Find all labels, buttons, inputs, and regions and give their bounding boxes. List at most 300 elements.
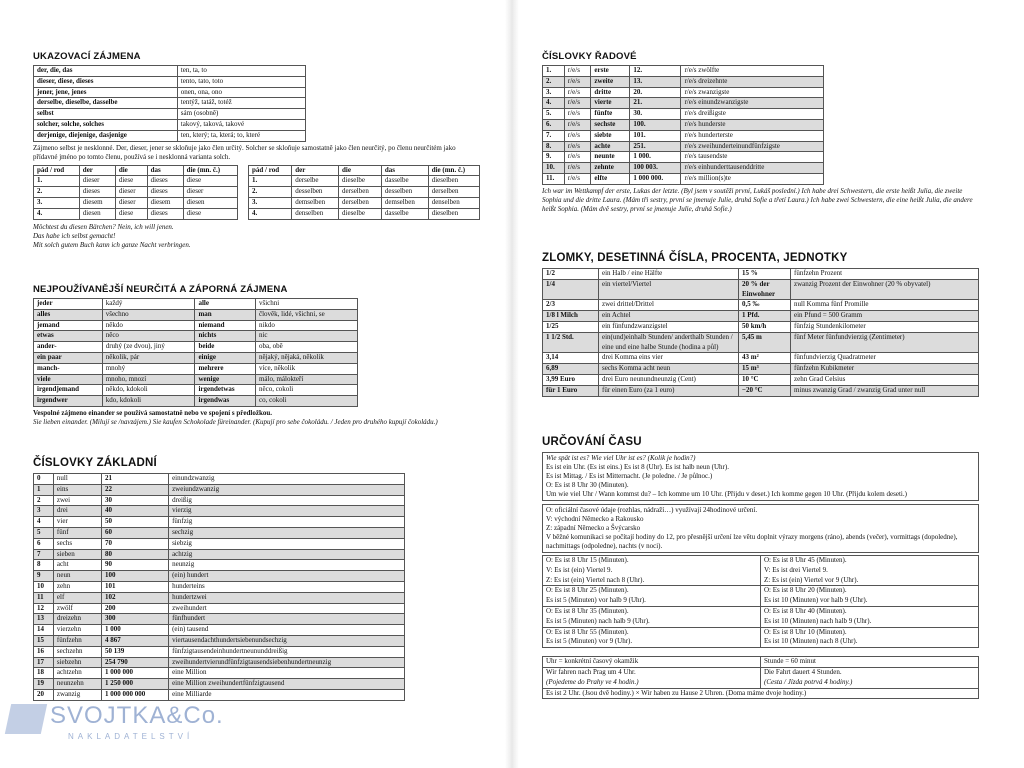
table-cell: etwas: [34, 331, 103, 342]
table-cell: mehrere: [195, 363, 256, 374]
table-cell: neunte: [591, 152, 630, 163]
table-cell: člověk, lidé, všichni, se: [255, 309, 357, 320]
table-cell: sieben: [53, 549, 101, 560]
table-row: [34, 495, 405, 506]
table-cell: irgendwer: [34, 396, 103, 407]
table-cell: dieses: [147, 208, 183, 219]
table-cell: 21: [101, 474, 168, 485]
table-cell: 1 000: [101, 625, 168, 636]
table-cell: dreizehn: [53, 614, 101, 625]
table-row: [34, 679, 405, 690]
table-cell: oba, obě: [255, 342, 357, 353]
table-cell: dieser: [79, 176, 115, 187]
table-cell: 6,89: [543, 364, 599, 375]
table-cell: 1 000 000 000: [101, 689, 168, 700]
table-row: [543, 269, 979, 280]
table-cell: 20.: [630, 87, 681, 98]
clock-line: Es ist 10 (Minuten) nach halb 9 (Uhr).: [764, 616, 872, 625]
table-row: [34, 352, 358, 363]
table-row: [543, 279, 979, 300]
table-row: [34, 517, 405, 528]
table-cell: diesem: [79, 197, 115, 208]
table-cell: 13.: [630, 76, 681, 87]
table-cell: neunzig: [169, 560, 405, 571]
table-cell: 14: [34, 625, 54, 636]
table-row: [543, 109, 824, 120]
table-cell: co, cokoli: [255, 396, 357, 407]
table-cell: zweiundzwanzig: [169, 484, 405, 495]
clock-line: O: Es ist 8 Uhr 10 (Minuten).: [764, 627, 847, 636]
table-row: [34, 668, 405, 679]
table-header-row: [34, 165, 238, 176]
time-questions-box: [542, 452, 979, 501]
table-cell: eine Million: [169, 668, 405, 679]
logo-name: SVOJTKA&Co.: [50, 702, 224, 729]
table-cell: r/e/s million(s)te: [681, 173, 824, 184]
section-title: NEJPOUŽÍVANĚJŠÍ NEURČITÁ A ZÁPORNÁ ZÁJMENA: [33, 284, 288, 295]
table-cell: zehn Grad Celsius: [791, 374, 979, 385]
table-cell: derselbe, dieselbe, dasselbe: [34, 98, 178, 109]
table-header-cell: das: [381, 165, 428, 176]
table-cell: ein paar: [34, 352, 103, 363]
table-cell: 3: [34, 506, 54, 517]
derselbe-declension-table: [248, 165, 480, 220]
clock-line: V: Es ist drei Viertel 9.: [764, 565, 828, 574]
table-cell: denselben: [292, 208, 339, 219]
table-cell: dieselbe: [339, 176, 382, 187]
table-cell: 4: [34, 517, 54, 528]
table-cell: 251.: [630, 141, 681, 152]
table-cell: zehn: [53, 581, 101, 592]
table-cell: 15: [34, 635, 54, 646]
table-cell: r/e/s: [564, 98, 591, 109]
table-cell: 4.: [543, 98, 565, 109]
table-cell: dieses: [79, 187, 115, 198]
table-cell: r/e/s hunderterste: [681, 130, 824, 141]
table-row: [34, 320, 358, 331]
table-cell: r/e/s tausendste: [681, 152, 824, 163]
table-cell: 80: [101, 549, 168, 560]
table-cell: niemand: [195, 320, 256, 331]
table-cell: 13: [34, 614, 54, 625]
table-cell: vierzehn: [53, 625, 101, 636]
table-cell: siebzehn: [53, 657, 101, 668]
table-row: [34, 560, 405, 571]
table-cell: sechzehn: [53, 646, 101, 657]
table-cell: viertausendachthundertsiebenundsechzig: [169, 635, 405, 646]
table-cell: 1 Pfd.: [739, 311, 791, 322]
table-header-cell: der: [79, 165, 115, 176]
table-row: [543, 173, 824, 184]
table-cell: 300: [101, 614, 168, 625]
table-row: [34, 331, 358, 342]
uhr-stunde-table: [542, 656, 979, 699]
table-cell: derselben: [339, 197, 382, 208]
table-cell: 2.: [249, 187, 292, 198]
table-cell: 0: [34, 474, 54, 485]
demonstrative-examples: [33, 223, 493, 250]
table-cell: achtzehn: [53, 668, 101, 679]
table-cell: 15 m³: [739, 364, 791, 375]
section-fractions-units: [542, 252, 1002, 397]
table-cell: diesen: [79, 208, 115, 219]
table-row: [34, 657, 405, 668]
table-row: [543, 300, 979, 311]
dieser-declension-table: [33, 165, 238, 220]
table-cell: tentýž, tatáž, totéž: [177, 98, 305, 109]
time-line: Wie spät ist es? Wie viel Uhr ist es? (Kolik je hodin?): [546, 454, 696, 462]
time-line: Es ist Mittag. / Es ist Mitternacht. (Je poledne. / Je půlnoc.): [546, 472, 713, 480]
table-cell: 100: [101, 571, 168, 582]
table-row: [34, 176, 238, 187]
table-cell: dieser: [115, 197, 147, 208]
table-cell: zwölf: [53, 603, 101, 614]
table-header-cell: die (mn. č.): [428, 165, 479, 176]
table-cell: 60: [101, 527, 168, 538]
section-telling-time: [542, 436, 1002, 699]
table-cell: 50 km/h: [739, 321, 791, 332]
table-cell: irgendjemand: [34, 385, 103, 396]
table-row: [34, 474, 405, 485]
table-cell: hundertzwei: [169, 592, 405, 603]
table-cell: druhý (ze dvou), jiný: [102, 342, 195, 353]
table-cell: 1: [34, 484, 54, 495]
table-cell: 16: [34, 646, 54, 657]
table-cell: elfte: [591, 173, 630, 184]
table-cell: 4.: [34, 208, 80, 219]
table-cell: ten, který; ta, která; to, které: [177, 130, 305, 141]
table-cell: dieses: [147, 187, 183, 198]
section-title: ČÍSLOVKY ZÁKLADNÍ: [33, 457, 157, 469]
table-row: [543, 76, 824, 87]
table-row: [34, 506, 405, 517]
table-cell: 30: [101, 495, 168, 506]
uhr-definition: Uhr = konkrétní časový okamžik: [543, 657, 761, 668]
table-cell: 8.: [543, 141, 565, 152]
time-line: Es ist ein Uhr. (Es ist eins.) Es ist 8 (Uhr). Es ist halb neun (Uhr).: [546, 463, 729, 471]
clock-example-cell: [543, 556, 761, 586]
table-cell: 9.: [543, 152, 565, 163]
table-cell: kdo, kdokoli: [102, 396, 195, 407]
table-cell: r/e/s einhunderttausenddritte: [681, 163, 824, 174]
example-line: Das habe ich selbst gemacht!: [33, 231, 116, 240]
table-cell: 1.: [249, 176, 292, 187]
table-cell: 3.: [249, 197, 292, 208]
table-cell: 9: [34, 571, 54, 582]
section-indefinite-pronouns: [33, 284, 493, 427]
table-cell: r/e/s dreißigste: [681, 109, 824, 120]
table-cell: 10.: [543, 163, 565, 174]
book-gutter: [505, 0, 519, 768]
clock-line: Es ist 5 (Minuten) vor 9 (Uhr).: [546, 637, 633, 646]
table-cell: alle: [195, 299, 256, 310]
table-cell: dritte: [591, 87, 630, 98]
table-row: [34, 299, 358, 310]
table-row: [543, 353, 979, 364]
table-row: [34, 208, 238, 219]
table-cell: 1 250 000: [101, 679, 168, 690]
table-cell: 100 003.: [630, 163, 681, 174]
table-cell: 5.: [543, 109, 565, 120]
time-line: Z: západní Německo a Švýcarsko: [546, 524, 641, 532]
table-cell: fünfzehn Kubikmeter: [791, 364, 979, 375]
table-cell: dieselbe: [339, 208, 382, 219]
table-cell: 4 867: [101, 635, 168, 646]
table-row: [34, 109, 306, 120]
table-row: [34, 592, 405, 603]
clock-example-cell: [543, 606, 761, 627]
table-row: [34, 130, 306, 141]
table-cell: hunderteins: [169, 581, 405, 592]
table-cell: neunzehn: [53, 679, 101, 690]
table-cell: 17: [34, 657, 54, 668]
table-cell: 101.: [630, 130, 681, 141]
clock-line: Es ist 10 (Minuten) vor halb 9 (Uhr).: [764, 596, 868, 605]
table-cell: dieser: [183, 187, 237, 198]
table-row: [34, 87, 306, 98]
clock-example-cell: [543, 627, 761, 648]
table-row: [34, 342, 358, 353]
table-cell: zweihundertvierundfünfzigtausendsiebenhundertneunzig: [169, 657, 405, 668]
table-cell: 30.: [630, 109, 681, 120]
clock-line: O: Es ist 8 Uhr 25 (Minuten).: [546, 586, 629, 595]
table-cell: r/e/s: [564, 109, 591, 120]
table-cell: viele: [34, 374, 103, 385]
clock-line: Z: Es ist (ein) Viertel vor 9 (Uhr).: [764, 575, 859, 584]
table-cell: vierte: [591, 98, 630, 109]
table-cell: diese: [115, 176, 147, 187]
table-row: [34, 119, 306, 130]
table-cell: 18: [34, 668, 54, 679]
table-cell: eine Milliarde: [169, 689, 405, 700]
table-row: [34, 625, 405, 636]
table-cell: 2.: [34, 187, 80, 198]
table-header-cell: der: [292, 165, 339, 176]
table-cell: 1/25: [543, 321, 599, 332]
left-page: [0, 0, 505, 768]
table-cell: 5,45 m: [739, 332, 791, 353]
table-cell: něco, cokoli: [255, 385, 357, 396]
table-cell: 254 790: [101, 657, 168, 668]
table-cell: nikdo: [255, 320, 357, 331]
table-cell: 6: [34, 538, 54, 549]
uhr-example: Wir fahren nach Prag um 4 Uhr. (Pojedeme do Prahy ve 4 hodin.): [543, 667, 761, 688]
table-cell: diese: [183, 176, 237, 187]
table-cell: nic: [255, 331, 357, 342]
table-cell: 15 %: [739, 269, 791, 280]
table-cell: 2: [34, 495, 54, 506]
table-cell: někdo, kdokoli: [102, 385, 195, 396]
logo-subtitle: NAKLADATELSTVÍ: [68, 732, 194, 741]
table-cell: sechs Komma acht neun: [599, 364, 739, 375]
table-cell: derselbe: [292, 176, 339, 187]
einander-note: Vespolné zájmeno einander se používá samostatně nebo ve spojení s předložkou.: [33, 408, 272, 417]
table-cell: 1.: [543, 66, 565, 77]
table-cell: einige: [195, 352, 256, 363]
table-cell: nichts: [195, 331, 256, 342]
table-row: [34, 538, 405, 549]
table-header-row: [249, 165, 480, 176]
uhr-comparison: Es ist 2 Uhr. (Jsou dvě hodiny.) × Wir haben zu Hause 2 Uhren. (Doma máme dvoje hodiny.): [543, 688, 979, 699]
table-cell: fünfte: [591, 109, 630, 120]
table-row: [543, 66, 824, 77]
time-line: V: východní Německo a Rakousko: [546, 515, 644, 523]
table-cell: 40: [101, 506, 168, 517]
table-cell: 12.: [630, 66, 681, 77]
table-cell: více, několik: [255, 363, 357, 374]
table-cell: r/e/s: [564, 66, 591, 77]
table-cell: 10: [34, 581, 54, 592]
right-page: [519, 0, 1024, 768]
table-row: [34, 635, 405, 646]
table-cell: vier: [53, 517, 101, 528]
table-cell: ein(und)einhalb Stunden/ anderthalb Stunden / eine und eine halbe Stunde (hodina a půl): [599, 332, 739, 353]
demonstrative-note: Zájmeno selbst je nesklonné. Der, dieser, jener se skloňuje jako člen určitý. Solcher se skloňuje samostatně jako člen neurčitý, po členu neurčitém jako přídavné jméno po tomto členu, používá se i nesklonná varianta solch.: [33, 143, 456, 161]
table-cell: 2.: [543, 76, 565, 87]
clock-line: O: Es ist 8 Uhr 35 (Minuten).: [546, 606, 629, 615]
table-cell: sechs: [53, 538, 101, 549]
table-cell: jemand: [34, 320, 103, 331]
clock-line: Es ist 10 (Minuten) nach 8 (Uhr).: [764, 637, 858, 646]
table-cell: 19: [34, 679, 54, 690]
table-cell: r/e/s: [564, 173, 591, 184]
table-cell: 11.: [543, 173, 565, 184]
table-cell: demselben: [292, 197, 339, 208]
table-row: [34, 527, 405, 538]
clock-line: O: Es ist 8 Uhr 45 (Minuten).: [764, 556, 847, 564]
table-cell: onen, ona, ono: [177, 87, 305, 98]
table-cell: 5: [34, 527, 54, 538]
table-cell: málo, málokteří: [255, 374, 357, 385]
table-row: [34, 603, 405, 614]
table-cell: takový, taková, takové: [177, 119, 305, 130]
table-row: [34, 98, 306, 109]
table-cell: denselben: [428, 197, 479, 208]
table-cell: zwei: [53, 495, 101, 506]
table-cell: někdo: [102, 320, 195, 331]
table-row: [34, 571, 405, 582]
table-cell: r/e/s zwanzigste: [681, 87, 824, 98]
clock-example-cell: [761, 606, 979, 627]
table-cell: r/e/s: [564, 163, 591, 174]
clock-line: Z: Es ist (ein) Viertel nach 8 (Uhr).: [546, 575, 645, 584]
section-title: ČÍSLOVKY ŘADOVÉ: [542, 51, 637, 62]
table-cell: ein Pfund = 500 Gramm: [791, 311, 979, 322]
table-row: [543, 385, 979, 396]
table-row: [543, 311, 979, 322]
table-header-cell: das: [147, 165, 183, 176]
table-cell: fünf: [53, 527, 101, 538]
table-cell: ein fünfundzwanzigstel: [599, 321, 739, 332]
table-row: [34, 646, 405, 657]
table-row: [249, 197, 480, 208]
table-cell: 4.: [249, 208, 292, 219]
table-cell: r/e/s zweihunderteinundfünfzigste: [681, 141, 824, 152]
table-row: [34, 76, 306, 87]
clock-examples-table: [542, 555, 979, 648]
table-cell: 1/8 l Milch: [543, 311, 599, 322]
table-cell: mnohý: [102, 363, 195, 374]
time-line: V běžné komunikaci se počítají hodiny do 12, pro přesnější určení lze větu doplnit výrazy morgens (ráno), abends (večer), vormittags (dopoledne), nachmittags (odpoledne), nachts (v noci).: [546, 533, 958, 550]
table-cell: 1.: [34, 176, 80, 187]
table-cell: 1 1/2 Std.: [543, 332, 599, 353]
table-cell: 8: [34, 560, 54, 571]
table-cell: elf: [53, 592, 101, 603]
table-cell: sechste: [591, 119, 630, 130]
table-row: [543, 606, 979, 627]
section-title: ZLOMKY, DESETINNÁ ČÍSLA, PROCENTA, JEDNOTKY: [542, 252, 848, 264]
clock-line: O: Es ist 8 Uhr 20 (Minuten).: [764, 586, 847, 595]
table-cell: zwei drittel/Drittel: [599, 300, 739, 311]
publisher-logo: [8, 702, 224, 748]
table-row: [34, 385, 358, 396]
table-cell: einundzwanzig: [169, 474, 405, 485]
table-cell: beide: [195, 342, 256, 353]
table-row: [543, 627, 979, 648]
clock-example-cell: [761, 556, 979, 586]
table-cell: für einen Euro (za 1 euro): [599, 385, 739, 396]
table-cell: drei Euro neunundneunzig (Cent): [599, 374, 739, 385]
table-cell: každý: [102, 299, 195, 310]
table-cell: 1/4: [543, 279, 599, 300]
table-cell: solcher, solche, solches: [34, 119, 178, 130]
table-cell: demselben: [381, 197, 428, 208]
table-cell: fünfzigtausendeinhundertneununddreißig: [169, 646, 405, 657]
table-row: [34, 197, 238, 208]
table-cell: všichni: [255, 299, 357, 310]
table-cell: desselben: [381, 187, 428, 198]
table-row: [543, 586, 979, 607]
table-cell: diese: [183, 208, 237, 219]
table-cell: r/e/s zwölfte: [681, 66, 824, 77]
table-cell: 3,99 Euro: [543, 374, 599, 385]
table-cell: (ein) tausend: [169, 625, 405, 636]
table-row: [543, 152, 824, 163]
stunde-definition: Stunde = 60 minut: [761, 657, 979, 668]
table-cell: r/e/s hunderste: [681, 119, 824, 130]
table-row: [543, 130, 824, 141]
table-cell: derselben: [428, 187, 479, 198]
table-cell: fünfzig: [169, 517, 405, 528]
table-cell: 6.: [543, 119, 565, 130]
table-cell: zwanzig Prozent der Einwohner (20 % obyvatel): [791, 279, 979, 300]
table-cell: zweite: [591, 76, 630, 87]
table-cell: několik, pár: [102, 352, 195, 363]
table-cell: eins: [53, 484, 101, 495]
example-line: Mit solch gutem Buch kann ich ganze Nacht verbringen.: [33, 240, 191, 249]
table-cell: 50 139: [101, 646, 168, 657]
table-cell: zweihundert: [169, 603, 405, 614]
table-row: [249, 176, 480, 187]
table-row: [543, 163, 824, 174]
table-cell: eine Million zweihundertfünfzigtausend: [169, 679, 405, 690]
table-cell: irgendetwas: [195, 385, 256, 396]
table-cell: dieser: [115, 187, 147, 198]
table-cell: jener, jene, jenes: [34, 87, 178, 98]
table-cell: r/e/s einundzwanzigste: [681, 98, 824, 109]
table-cell: r/e/s: [564, 87, 591, 98]
table-cell: 7: [34, 549, 54, 560]
table-row: [34, 374, 358, 385]
table-cell: 50: [101, 517, 168, 528]
table-cell: 3.: [34, 197, 80, 208]
table-cell: neun: [53, 571, 101, 582]
table-cell: dieselben: [428, 176, 479, 187]
table-cell: fünfundvierzig Quadratmeter: [791, 353, 979, 364]
table-cell: 70: [101, 538, 168, 549]
table-cell: r/e/s: [564, 119, 591, 130]
table-row: [34, 363, 358, 374]
